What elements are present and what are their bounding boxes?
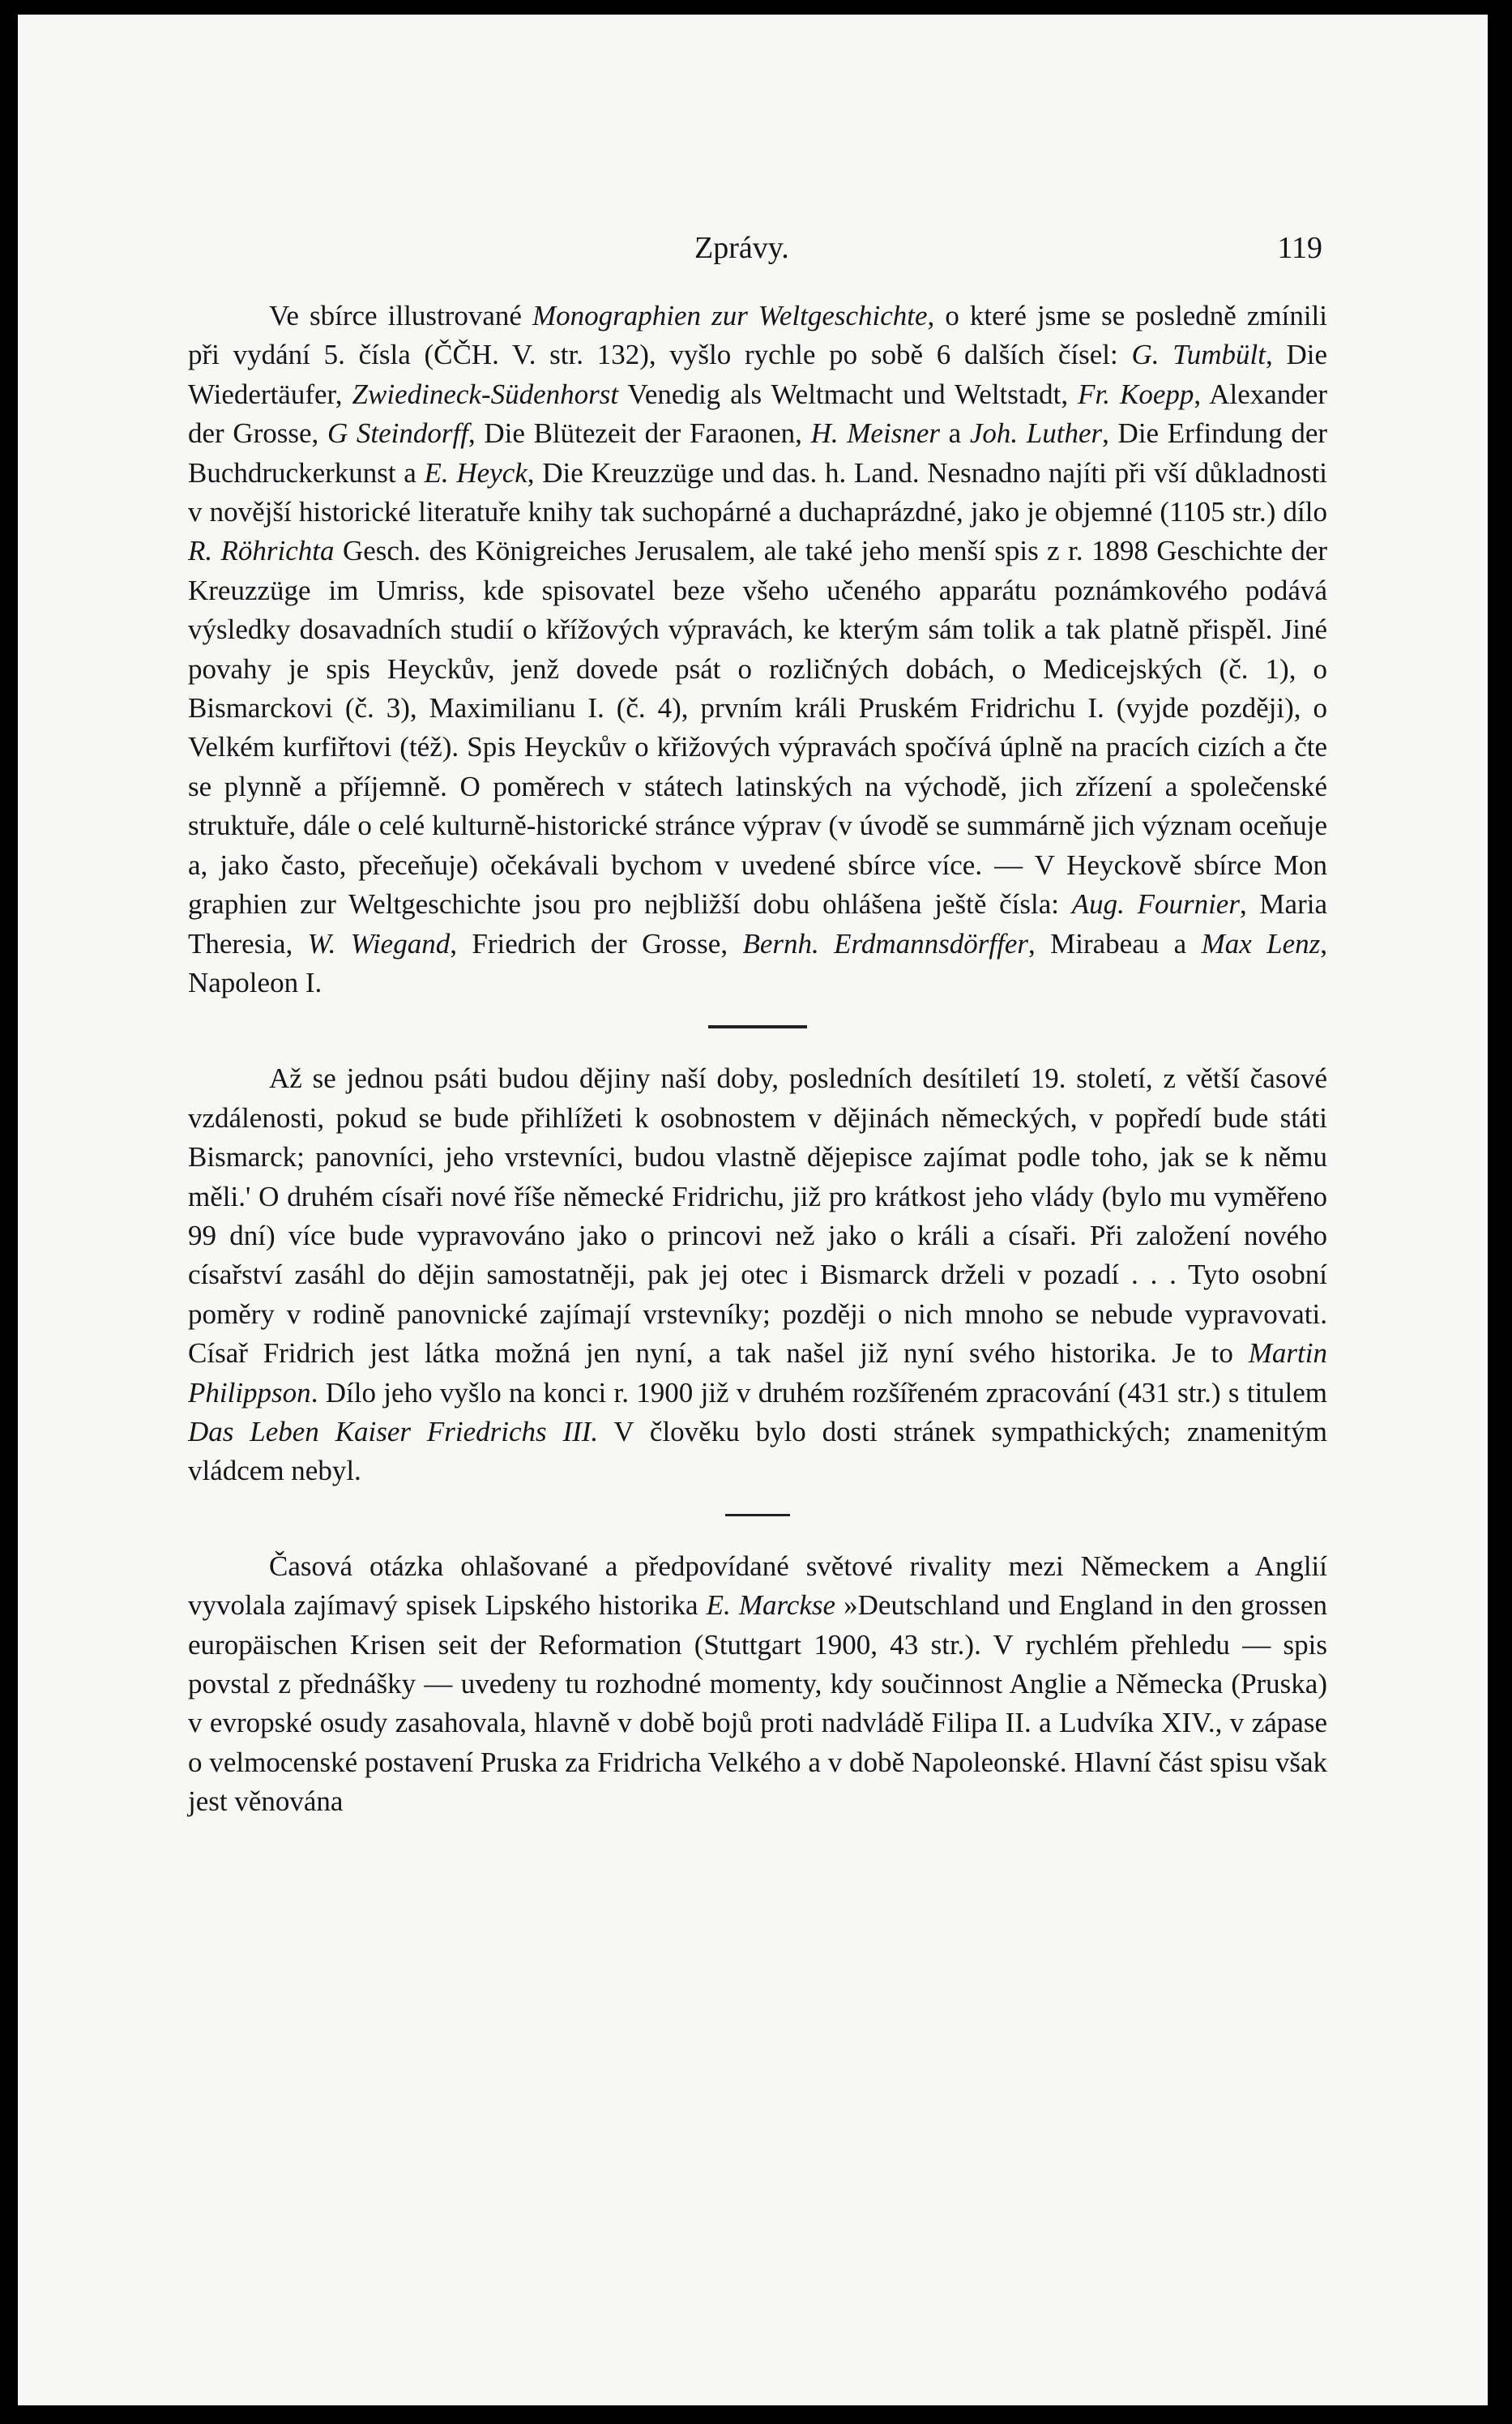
italic-reference: H. Meisner	[810, 417, 940, 450]
italic-reference: Joh. Luther	[969, 417, 1103, 450]
paragraph-monographien	[188, 297, 1327, 1003]
italic-reference: E. Heyck	[424, 456, 527, 489]
italic-reference: Aug. Fournier	[1071, 888, 1240, 921]
text-run: , Maria Theresia,	[188, 888, 1327, 960]
text-run: , Friedrich der Grosse,	[450, 927, 743, 960]
italic-reference: Max Lenz	[1201, 927, 1321, 960]
header-title: Zprávy.	[694, 231, 789, 265]
text-run: , Die Kreuzzüge und das. h. Land. Nesnadno najíti při vší důkladnosti v novější historické literatuře knihy tak suchopárné a duchaprázdné, jako je objemné (1105 str.) dílo	[188, 456, 1328, 528]
body-text	[188, 297, 1327, 1822]
section-divider	[708, 1025, 807, 1028]
text-run: . Dílo jeho vyšlo na konci r. 1900 již v druhém rozšířeném zpracování (431 str.) s titulem	[310, 1376, 1327, 1409]
text-run: , Napoleon I.	[188, 927, 1328, 998]
text-run: V člověku bylo dosti stránek sympathických; znamenitým vládcem nebyl.	[188, 1415, 1327, 1487]
italic-reference: Martin Philippson	[188, 1337, 1327, 1409]
running-header	[192, 230, 1322, 279]
text-run: , Die Wiedertäufer,	[188, 339, 1328, 410]
text-run: Venedig als Weltmacht und Weltstadt,	[618, 378, 1078, 410]
text-run: , Die Erfindung der Buchdruckerkunst a	[188, 417, 1328, 489]
italic-reference: Bernh. Erdmannsdörffer	[742, 927, 1028, 960]
text-run: Časová otázka ohlašované a předpovídané světové rivality mezi Německem a Anglií vyvolala zajímavý spisek Lipského historika	[188, 1550, 1327, 1622]
italic-reference: Zwiedineck-Südenhorst	[352, 378, 619, 410]
text-run: , Die Blütezeit der Faraonen,	[468, 417, 811, 450]
italic-reference: Monographien zur Weltgeschichte	[532, 300, 928, 331]
text-run: a	[939, 417, 970, 450]
paragraph-marcks	[188, 1547, 1327, 1822]
italic-reference: R. Röhrichta	[188, 535, 335, 567]
text-run: Až se jednou psáti budou dějiny naší doby, posledních desítiletí 19. století, z větší časové vzdálenosti, pokud se bude přihlížeti k osobnostem v dějinách německých, v popředí bude státi Bismarck; panovníci, jeho vrstevníci, budou vlastně dějepisce zajímat podle toho, jak se k němu měli.' O druhém císaři nové říše německé Fridrichu, již pro krátkost jeho vlády (bylo mu vyměřeno 99 dní) více bude vypravováno jako o princovi než jako o králi a císaři. Při založení nového císařství zasáhl do dějin samostatněji, pak jej otec i Bismarck drželi v pozadí . . . Tyto osobní poměry v rodině panovnické zajímají vrstevníky; později o nich mnoho se nebude vypravovati. Císař Fridrich jest látka možná jen nyní, a tak našel již nyní svého historika. Je to	[188, 1062, 1327, 1370]
page-number: 119	[1277, 231, 1322, 265]
paragraph-friedrich	[188, 1059, 1327, 1490]
italic-reference: E. Marckse	[706, 1589, 836, 1622]
text-run: , Mirabeau a	[1027, 927, 1202, 960]
italic-reference: W. Wiegand	[307, 927, 451, 960]
section-divider	[725, 1514, 790, 1516]
text-run: , Alexander der Grosse,	[188, 378, 1327, 450]
italic-reference: G Steindorff	[327, 417, 468, 450]
text-run: Ve sbírce illustrované	[269, 300, 532, 331]
italic-reference: Fr. Koepp	[1078, 378, 1194, 410]
text-run: »Deutschland und England in den grossen europäischen Krisen seit der Reformation (Stuttgart 1900, 43 str.). V rychlém přehledu — spis povstal z přednášky — uvedeny tu rozhodné momenty, kdy součinnost Anglie a Německa (Pruska) v evropské osudy zasahovala, hlavně v době bojů proti nadvládě Filipa II. a Ludvíka XIV., v zápase o velmocenské postavení Pruska za Fridricha Velkého a v době Napoleonské. Hlavní část spisu však jest věnována	[188, 1589, 1327, 1818]
scanned-page	[18, 15, 1488, 2405]
italic-reference: G. Tumbült	[1131, 339, 1266, 371]
text-run: , o které jsme se posledně zmínili při vydání 5. čísla (ČČH. V. str. 132), vyšlo rychle po sobě 6 dalších čísel:	[188, 300, 1327, 371]
italic-reference: Das Leben Kaiser Friedrichs III.	[188, 1415, 599, 1447]
text-run: Gesch. des Königreiches Jerusalem, ale také jeho menší spis z r. 1898 Geschichte der Kreuzzüge im Umriss, kde spisovatel beze všeho učeného apparátu poznámkového podává výsledky dosavadních studií o křížových výpravách, ke kterým sám tolik a tak platně přispěl. Jiné povahy je spis Heyckův, jenž dovede psát o rozličných dobách, o Medicejských (č. 1), o Bismarckovi (č. 3), Maximilianu I. (č. 4), prvním králi Pruském Fridrichu I. (vyjde později), o Velkém kurfiřtovi (též). Spis Heyckův o křižových výpravách spočívá úplně na pracích cizích a čte se plynně a příjemně. O poměrech v státech latinských na východě, jich zřízení a společenské struktuře, dále o celé kulturně-historické stránce výprav (v úvodě se summárně jich význam oceňuje a, jako často, přeceňuje) očekávali bychom v uvedené sbírce více. — V Heyckově sbírce Mon graphien zur Weltgeschichte jsou pro nejbližší dobu ohlášena ještě čísla:	[188, 535, 1327, 921]
